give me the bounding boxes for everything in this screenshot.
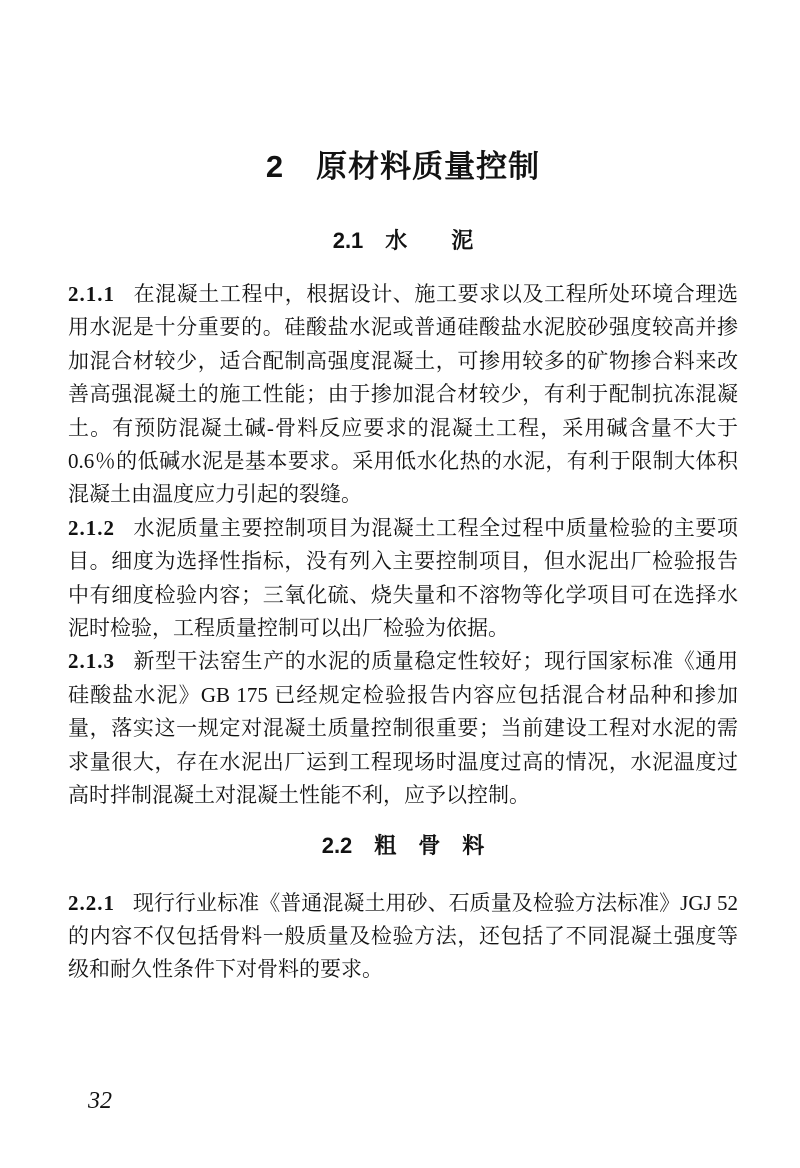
page-content	[68, 0, 738, 987]
paragraph-text: 现行行业标准《普通混凝土用砂、石质量及检验方法标准》JGJ 52 的内容不仅包括骨料一般质量及检验方法，还包括了不同混凝土强度等级和耐久性条件下对骨料的要求。	[68, 890, 738, 982]
paragraph-number: 2.1.1	[68, 282, 115, 306]
paragraph-number: 2.2.1	[68, 890, 115, 915]
paragraph-2-1-1	[68, 278, 738, 512]
paragraph-text: 水泥质量主要控制项目为混凝土工程全过程中质量检验的主要项目。细度为选择性指标，没有列入主要控制项目，但水泥出厂检验报告中有细度检验内容；三氧化硫、烧失量和不溶物等化学项目可在选择水泥时检验，工程质量控制可以出厂检验为依据。	[68, 515, 738, 641]
paragraph-text: 新型干法窑生产的水泥的质量稳定性较好；现行国家标准《通用硅酸盐水泥》GB 175 已经规定检验报告内容应包括混合材品种和掺加量，落实这一规定对混凝土质量控制很重要；当前建设工程对水泥的需求量很大，存在水泥出厂运到工程现场时温度过高的情况，水泥温度过高时拌制混凝土对混凝土性能不利，应予以控制。	[68, 649, 738, 808]
paragraph-number: 2.1.2	[68, 515, 115, 540]
paragraph-2-1-3	[68, 645, 738, 812]
section-heading-coarse-aggregate: 2.2 粗 骨 料	[321, 832, 485, 858]
paragraph-2-2-1	[68, 887, 738, 987]
paragraph-2-1-2	[68, 512, 738, 646]
page-number: 32	[88, 1088, 112, 1114]
paragraph-text: 在混凝土工程中，根据设计、施工要求以及工程所处环境合理选用水泥是十分重要的。硅酸盐水泥或普通硅酸盐水泥胶砂强度较高并掺加混合材较少，适合配制高强度混凝土，可掺用较多的矿物掺合料来改善高强混凝土的施工性能；由于掺加混合材较少，有利于配制抗冻混凝土。有预防混凝土碱-骨料反应要求的混凝土工程，采用碱含量不大于 0.6％的低碱水泥是基本要求。采用低水化热的水泥，有利于限制大体积混凝土由温度应力引起的裂缝。	[68, 282, 738, 507]
paragraph-number: 2.1.3	[68, 649, 115, 674]
chapter-title: 2 原材料质量控制	[265, 149, 541, 184]
section-heading-cement: 2.1 水 泥	[332, 228, 474, 253]
